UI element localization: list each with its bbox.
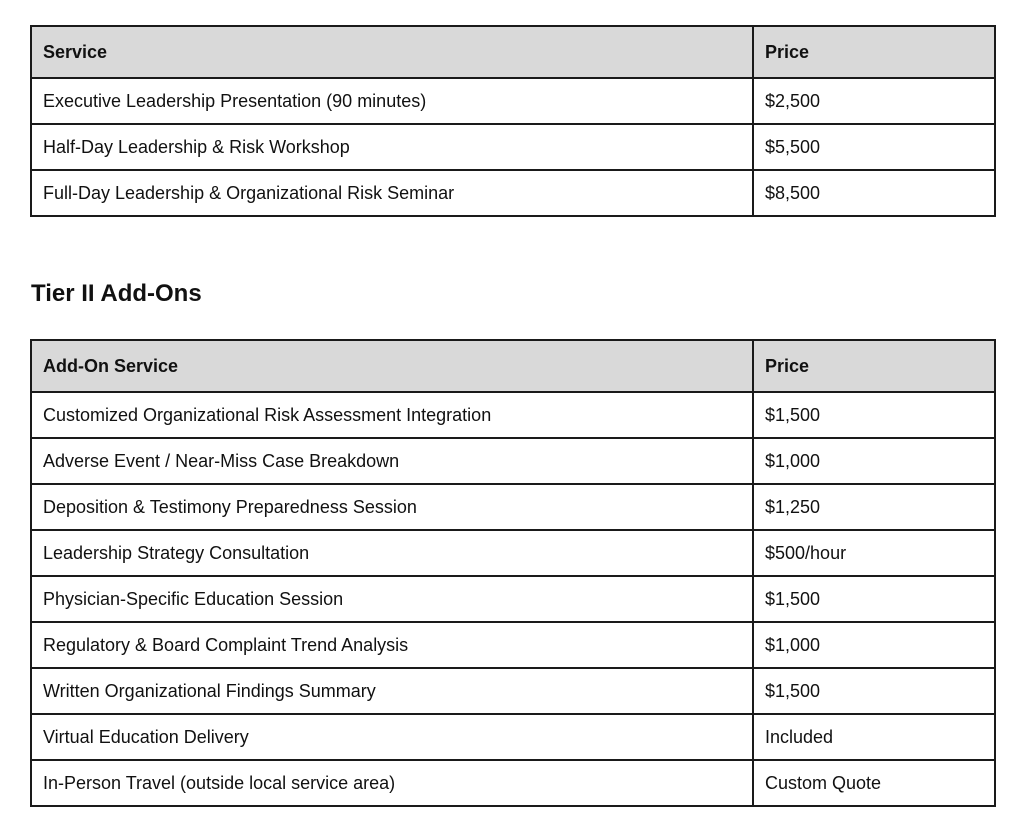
table-row bbox=[31, 530, 995, 576]
price-cell: $1,000 bbox=[753, 438, 995, 484]
service-cell: Deposition & Testimony Preparedness Session bbox=[31, 484, 753, 530]
price-cell: Custom Quote bbox=[753, 760, 995, 806]
price-cell: Included bbox=[753, 714, 995, 760]
service-cell: In-Person Travel (outside local service area) bbox=[31, 760, 753, 806]
table-row bbox=[31, 622, 995, 668]
price-cell: $5,500 bbox=[753, 124, 995, 170]
table-row bbox=[31, 576, 995, 622]
column-header-price: Price bbox=[753, 26, 995, 78]
service-cell: Customized Organizational Risk Assessment Integration bbox=[31, 392, 753, 438]
price-cell: $8,500 bbox=[753, 170, 995, 216]
table-row bbox=[31, 392, 995, 438]
table-row bbox=[31, 78, 995, 124]
price-cell: $500/hour bbox=[753, 530, 995, 576]
table-header-row bbox=[31, 26, 995, 78]
price-cell: $2,500 bbox=[753, 78, 995, 124]
column-header-price: Price bbox=[753, 340, 995, 392]
tier1-pricing-table bbox=[30, 25, 996, 217]
price-cell: $1,500 bbox=[753, 668, 995, 714]
table-row bbox=[31, 124, 995, 170]
table-row bbox=[31, 170, 995, 216]
section-heading-tier2: Tier II Add-Ons bbox=[31, 280, 202, 307]
price-cell: $1,000 bbox=[753, 622, 995, 668]
service-cell: Adverse Event / Near-Miss Case Breakdown bbox=[31, 438, 753, 484]
price-cell: $1,500 bbox=[753, 576, 995, 622]
column-header-service: Service bbox=[31, 26, 753, 78]
service-cell: Full-Day Leadership & Organizational Risk Seminar bbox=[31, 170, 753, 216]
table-row bbox=[31, 438, 995, 484]
service-cell: Written Organizational Findings Summary bbox=[31, 668, 753, 714]
service-cell: Regulatory & Board Complaint Trend Analysis bbox=[31, 622, 753, 668]
table-row bbox=[31, 714, 995, 760]
table-header-row bbox=[31, 340, 995, 392]
service-cell: Virtual Education Delivery bbox=[31, 714, 753, 760]
table-row bbox=[31, 668, 995, 714]
table-row bbox=[31, 484, 995, 530]
tier2-addons-table bbox=[30, 339, 996, 807]
table-row bbox=[31, 760, 995, 806]
service-cell: Half-Day Leadership & Risk Workshop bbox=[31, 124, 753, 170]
service-cell: Leadership Strategy Consultation bbox=[31, 530, 753, 576]
price-cell: $1,500 bbox=[753, 392, 995, 438]
service-cell: Executive Leadership Presentation (90 minutes) bbox=[31, 78, 753, 124]
service-cell: Physician-Specific Education Session bbox=[31, 576, 753, 622]
price-cell: $1,250 bbox=[753, 484, 995, 530]
column-header-add-on-service: Add-On Service bbox=[31, 340, 753, 392]
